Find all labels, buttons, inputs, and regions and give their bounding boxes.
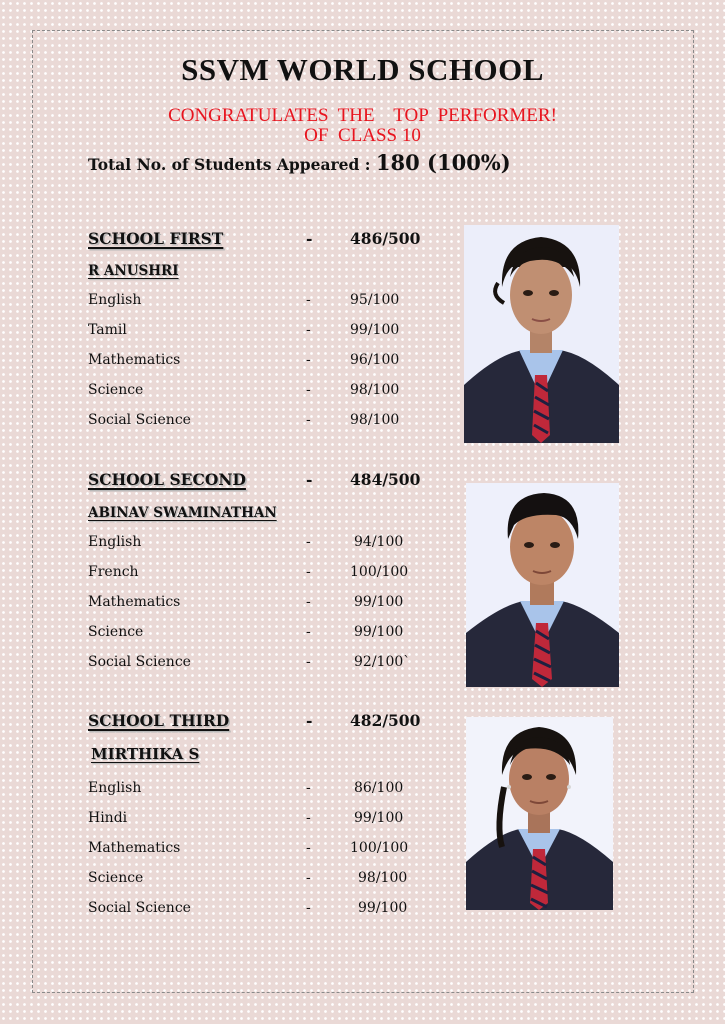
subject-name: English — [88, 292, 142, 308]
rank-heading: SCHOOL SECOND — [88, 470, 246, 489]
subject-row — [88, 292, 448, 314]
student-photo — [464, 225, 619, 443]
subject-mark: 99/100 — [354, 810, 404, 826]
subject-row — [88, 780, 448, 802]
student-photo — [466, 483, 619, 687]
subject-mark: 99/100 — [350, 322, 400, 338]
subject-row — [88, 840, 448, 862]
total-mark: 482/500 — [350, 711, 421, 730]
rank-separator: - — [306, 229, 313, 248]
subject-separator: - — [306, 900, 311, 916]
subject-separator: - — [306, 564, 311, 580]
student-portrait-image — [466, 483, 619, 687]
subject-separator: - — [306, 534, 311, 550]
subject-name: Mathematics — [88, 352, 181, 368]
rank-heading: SCHOOL FIRST — [88, 229, 224, 248]
subject-name: Mathematics — [88, 594, 181, 610]
subject-row — [88, 322, 448, 344]
rank-separator: - — [306, 711, 313, 730]
subject-name: Science — [88, 382, 144, 398]
subject-separator: - — [306, 780, 311, 796]
subject-mark: 96/100 — [350, 352, 400, 368]
subject-name: Science — [88, 624, 144, 640]
subject-name: French — [88, 564, 139, 580]
subject-mark: 99/100 — [358, 900, 408, 916]
subject-name: Social Science — [88, 412, 191, 428]
subject-mark: 98/100 — [350, 382, 400, 398]
subject-name: English — [88, 780, 142, 796]
subject-separator: - — [306, 870, 311, 886]
subject-name: Social Science — [88, 654, 191, 670]
subject-name: English — [88, 534, 142, 550]
subject-separator: - — [306, 624, 311, 640]
subject-row — [88, 352, 448, 374]
subject-mark: 100/100 — [350, 840, 409, 856]
subject-row — [88, 564, 448, 586]
subject-separator: - — [306, 322, 311, 338]
total-mark: 486/500 — [350, 229, 421, 248]
subject-name: Science — [88, 870, 144, 886]
student-name: ABINAV SWAMINATHAN — [88, 505, 277, 521]
subject-row — [88, 654, 448, 676]
subject-name: Hindi — [88, 810, 128, 826]
student-name: R ANUSHRI — [88, 263, 179, 279]
subject-mark: 92/100` — [354, 654, 411, 670]
subject-separator: - — [306, 412, 311, 428]
rank-heading: SCHOOL THIRD — [88, 711, 230, 730]
subject-mark: 100/100 — [350, 564, 409, 580]
rank-separator: - — [306, 470, 313, 489]
subject-separator: - — [306, 352, 311, 368]
school-title: SSVM WORLD SCHOOL — [181, 52, 544, 87]
subject-separator: - — [306, 840, 311, 856]
subject-row — [88, 534, 448, 556]
subject-mark: 86/100 — [354, 780, 404, 796]
subject-row — [88, 870, 448, 892]
subject-mark: 99/100 — [354, 624, 404, 640]
student-portrait-image — [466, 717, 613, 910]
subject-row — [88, 412, 448, 434]
total-students-line — [88, 150, 511, 175]
subject-row — [88, 900, 448, 922]
student-photo — [466, 717, 613, 910]
subject-mark: 95/100 — [350, 292, 400, 308]
total-mark: 484/500 — [350, 470, 421, 489]
subject-separator: - — [306, 810, 311, 826]
subject-separator: - — [306, 654, 311, 670]
subject-name: Mathematics — [88, 840, 181, 856]
congrats-line-1: CONGRATULATES THE TOP PERFORMER! — [168, 105, 557, 126]
subject-name: Social Science — [88, 900, 191, 916]
student-name: MIRTHIKA S — [91, 745, 200, 763]
subject-mark: 98/100 — [350, 412, 400, 428]
subject-row — [88, 624, 448, 646]
subject-row — [88, 382, 448, 404]
subject-separator: - — [306, 382, 311, 398]
total-label: Total No. of Students Appeared : — [88, 155, 371, 174]
total-value: 180 (100%) — [375, 150, 511, 175]
subject-mark: 98/100 — [358, 870, 408, 886]
subject-mark: 99/100 — [354, 594, 404, 610]
subject-separator: - — [306, 292, 311, 308]
student-portrait-image — [464, 225, 619, 443]
subject-row — [88, 810, 448, 832]
congrats-line-2: OF CLASS 10 — [304, 125, 421, 146]
subject-row — [88, 594, 448, 616]
subject-separator: - — [306, 594, 311, 610]
subject-mark: 94/100 — [354, 534, 404, 550]
subject-name: Tamil — [88, 322, 127, 338]
